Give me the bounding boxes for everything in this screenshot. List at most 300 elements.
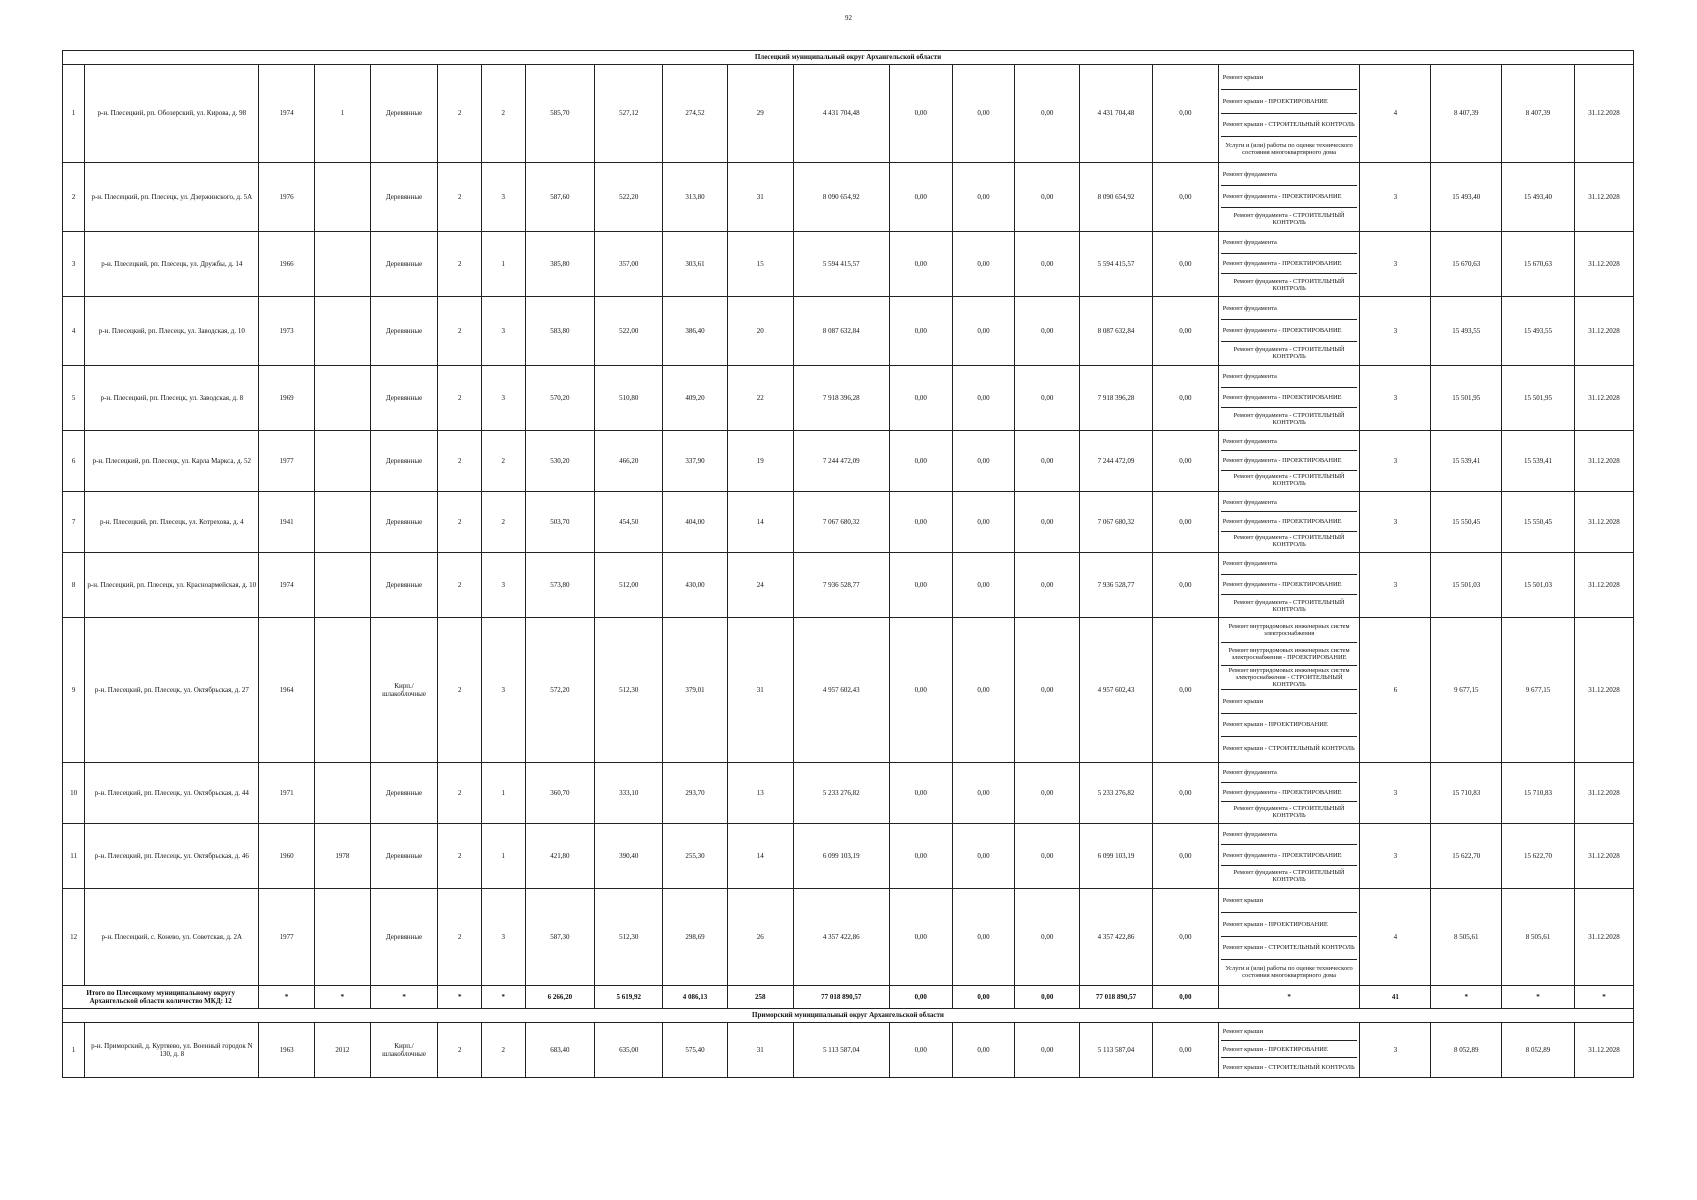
cell-other: 0,00 xyxy=(1152,762,1218,823)
cell-budget-local: 0,00 xyxy=(1015,1022,1080,1077)
cell-address: р-н. Плесецкий, рп. Плесецк, ул. Дзержинского, д. 5А xyxy=(85,163,259,232)
cell-works xyxy=(1218,365,1360,430)
cell-max-cost: 15 710,83 xyxy=(1502,762,1575,823)
cell-floors: 2 xyxy=(438,888,482,985)
cell-area-residential: 274,52 xyxy=(663,65,728,163)
work-item: Ремонт фундамента - ПРОЕКТИРОВАНИЕ xyxy=(1221,320,1358,342)
cell-year-repair: 2012 xyxy=(315,1022,371,1077)
cell-cost-total: 7 244 472,09 xyxy=(793,430,889,491)
cell-budget-local: 0,00 xyxy=(1015,232,1080,297)
cell-unit-cost: 15 710,83 xyxy=(1431,762,1502,823)
cell-area-premises: 527,12 xyxy=(595,65,663,163)
cell-area-premises: 510,80 xyxy=(595,365,663,430)
cell-other: 0,00 xyxy=(1152,491,1218,552)
cell-year-built: 1960 xyxy=(259,823,315,888)
cell-budget-region: 0,00 xyxy=(952,430,1015,491)
repair-schedule-table xyxy=(62,50,1634,1078)
cell-deadline: 31.12.2028 xyxy=(1574,823,1633,888)
cell-cost-total: 6 099 103,19 xyxy=(793,823,889,888)
cell-budget-region: 0,00 xyxy=(952,617,1015,762)
cell-deadline: 31.12.2028 xyxy=(1574,1022,1633,1077)
cell-area-total: 570,20 xyxy=(525,365,595,430)
work-item: Ремонт крыши - СТРОИТЕЛЬНЫЙ КОНТРОЛЬ xyxy=(1222,745,1355,753)
cell-deadline: 31.12.2028 xyxy=(1574,552,1633,617)
cell-deadline: 31.12.2028 xyxy=(1574,617,1633,762)
cell-works xyxy=(1218,491,1360,552)
cell-fund: 0,00 xyxy=(889,888,952,985)
work-item: Ремонт фундамента xyxy=(1221,493,1358,512)
cell-unit-cost: 15 501,03 xyxy=(1431,552,1502,617)
cell-material: Деревянные xyxy=(370,296,438,365)
cell-material: Кирп./ шлакоблочные xyxy=(370,617,438,762)
cell-owners: 4 957 602,43 xyxy=(1080,617,1153,762)
cell-entrances: 3 xyxy=(481,617,525,762)
cell-unit-cost: 15 493,55 xyxy=(1431,296,1502,365)
cell-floors: 2 xyxy=(438,430,482,491)
cell-area-premises: 454,50 xyxy=(595,491,663,552)
cell-floors: 2 xyxy=(438,823,482,888)
cell-budget-local: 0,00 xyxy=(1015,491,1080,552)
work-item: Ремонт фундамента xyxy=(1221,825,1358,846)
cell-other: 0,00 xyxy=(1152,163,1218,232)
cell-budget-region: 0,00 xyxy=(952,232,1015,297)
work-item: Ремонт внутридомовых инженерных систем электроснабжения - ПРОЕКТИРОВАНИЕ xyxy=(1221,643,1358,667)
cell-fund: 0,00 xyxy=(889,296,952,365)
cell-area-residential: 404,00 xyxy=(663,491,728,552)
cell-residents: 14 xyxy=(727,491,793,552)
cell-max-cost: 15 501,95 xyxy=(1502,365,1575,430)
cell-year-built: 1966 xyxy=(259,232,315,297)
work-item: Ремонт крыши xyxy=(1221,1024,1358,1041)
cell-address: р-н. Плесецкий, рп. Плесецк, ул. Октябрьская, д. 46 xyxy=(85,823,259,888)
cell-budget-local: 0,00 xyxy=(1015,296,1080,365)
cell-material: Деревянные xyxy=(370,365,438,430)
table-row xyxy=(63,65,1634,163)
cell-works xyxy=(1218,1022,1360,1077)
cell-fund: 0,00 xyxy=(889,617,952,762)
cell-max-cost: 15 501,03 xyxy=(1502,552,1575,617)
cell-max-cost: 15 550,45 xyxy=(1502,491,1575,552)
work-item: Ремонт крыши xyxy=(1221,890,1358,914)
cell-residents: 15 xyxy=(727,232,793,297)
cell-other: 0,00 xyxy=(1152,232,1218,297)
cell-n: 11 xyxy=(63,823,85,888)
cell-address: р-н. Плесецкий, с. Конево, ул. Советская, д. 2А xyxy=(85,888,259,985)
work-item: Ремонт крыши - ПРОЕКТИРОВАНИЕ xyxy=(1221,90,1358,114)
cell-residents: 31 xyxy=(727,163,793,232)
cell-fund: 0,00 xyxy=(889,762,952,823)
cell-address: р-н. Приморский, д. Куртяево, ул. Военный городок N 130, д. 8 xyxy=(85,1022,259,1077)
work-item: Ремонт фундамента - ПРОЕКТИРОВАНИЕ xyxy=(1221,451,1358,470)
cell-works-count: 3 xyxy=(1360,823,1431,888)
total-cell-c-year-repair: * xyxy=(315,985,371,1008)
cell-entrances: 1 xyxy=(481,232,525,297)
cell-other: 0,00 xyxy=(1152,617,1218,762)
cell-works xyxy=(1218,552,1360,617)
work-item: Ремонт фундамента - СТРОИТЕЛЬНЫЙ КОНТРОЛЬ xyxy=(1233,869,1345,884)
cell-works-count: 4 xyxy=(1360,65,1431,163)
cell-works xyxy=(1218,823,1360,888)
cell-budget-local: 0,00 xyxy=(1015,365,1080,430)
cell-other: 0,00 xyxy=(1152,888,1218,985)
cell-works xyxy=(1218,888,1360,985)
cell-owners: 8 087 632,84 xyxy=(1080,296,1153,365)
cell-works xyxy=(1218,617,1360,762)
cell-max-cost: 15 539,41 xyxy=(1502,430,1575,491)
total-cell-c-entrances: * xyxy=(481,985,525,1008)
cell-budget-local: 0,00 xyxy=(1015,888,1080,985)
cell-fund: 0,00 xyxy=(889,65,952,163)
cell-deadline: 31.12.2028 xyxy=(1574,888,1633,985)
cell-cost-total: 5 113 587,04 xyxy=(793,1022,889,1077)
cell-floors: 2 xyxy=(438,65,482,163)
cell-works-count: 3 xyxy=(1360,296,1431,365)
total-cell-owners: 77 018 890,57 xyxy=(1080,985,1153,1008)
table-row xyxy=(63,163,1634,232)
work-item: Ремонт внутридомовых инженерных систем электроснабжения xyxy=(1221,619,1358,643)
total-cell-c-material: * xyxy=(370,985,438,1008)
cell-area-total: 683,40 xyxy=(525,1022,595,1077)
cell-year-repair xyxy=(315,296,371,365)
total-cell-c-unit: * xyxy=(1431,985,1502,1008)
cell-works-count: 3 xyxy=(1360,163,1431,232)
cell-unit-cost: 9 677,15 xyxy=(1431,617,1502,762)
cell-works xyxy=(1218,163,1360,232)
cell-floors: 2 xyxy=(438,552,482,617)
cell-area-total: 585,70 xyxy=(525,65,595,163)
cell-unit-cost: 8 407,39 xyxy=(1431,65,1502,163)
cell-area-total: 583,80 xyxy=(525,296,595,365)
cell-fund: 0,00 xyxy=(889,163,952,232)
cell-year-repair xyxy=(315,163,371,232)
cell-material: Деревянные xyxy=(370,163,438,232)
work-item: Ремонт крыши xyxy=(1221,690,1358,714)
page-number: 92 xyxy=(845,14,852,22)
cell-budget-region: 0,00 xyxy=(952,823,1015,888)
cell-entrances: 3 xyxy=(481,365,525,430)
cell-floors: 2 xyxy=(438,365,482,430)
work-item: Ремонт фундамента - ПРОЕКТИРОВАНИЕ xyxy=(1221,575,1358,596)
cell-area-total: 503,70 xyxy=(525,491,595,552)
cell-area-premises: 512,30 xyxy=(595,617,663,762)
table-row xyxy=(63,762,1634,823)
cell-area-residential: 313,80 xyxy=(663,163,728,232)
cell-entrances: 2 xyxy=(481,491,525,552)
cell-entrances: 1 xyxy=(481,762,525,823)
cell-area-total: 572,20 xyxy=(525,617,595,762)
cell-material: Деревянные xyxy=(370,823,438,888)
cell-area-residential: 409,20 xyxy=(663,365,728,430)
cell-area-total: 587,30 xyxy=(525,888,595,985)
cell-budget-region: 0,00 xyxy=(952,491,1015,552)
cell-year-repair: 1978 xyxy=(315,823,371,888)
cell-floors: 2 xyxy=(438,232,482,297)
cell-floors: 2 xyxy=(438,491,482,552)
cell-budget-region: 0,00 xyxy=(952,552,1015,617)
work-item: Ремонт фундамента xyxy=(1221,367,1358,388)
cell-area-residential: 255,30 xyxy=(663,823,728,888)
cell-cost-total: 8 090 654,92 xyxy=(793,163,889,232)
total-cell-c-max: * xyxy=(1502,985,1575,1008)
work-item: Ремонт фундамента - ПРОЕКТИРОВАНИЕ xyxy=(1221,254,1358,275)
cell-residents: 24 xyxy=(727,552,793,617)
cell-residents: 19 xyxy=(727,430,793,491)
section-title: Плесецкий муниципальный округ Архангельской области xyxy=(63,51,1634,65)
cell-address: р-н. Плесецкий, рп. Плесецк, ул. Октябрьская, д. 27 xyxy=(85,617,259,762)
section-header-row xyxy=(63,1008,1634,1022)
work-item: Ремонт фундамента - СТРОИТЕЛЬНЫЙ КОНТРОЛЬ xyxy=(1233,211,1345,226)
cell-area-total: 421,80 xyxy=(525,823,595,888)
cell-year-built: 1974 xyxy=(259,552,315,617)
cell-residents: 31 xyxy=(727,1022,793,1077)
cell-n: 12 xyxy=(63,888,85,985)
cell-max-cost: 9 677,15 xyxy=(1502,617,1575,762)
cell-year-built: 1969 xyxy=(259,365,315,430)
cell-residents: 20 xyxy=(727,296,793,365)
cell-area-premises: 635,00 xyxy=(595,1022,663,1077)
cell-material: Деревянные xyxy=(370,65,438,163)
cell-area-premises: 512,30 xyxy=(595,888,663,985)
work-item: Ремонт фундамента xyxy=(1221,164,1358,186)
cell-year-built: 1976 xyxy=(259,163,315,232)
cell-cost-total: 7 936 528,77 xyxy=(793,552,889,617)
cell-area-premises: 357,00 xyxy=(595,232,663,297)
cell-address: р-н. Плесецкий, рп. Плесецк, ул. Заводская, д. 10 xyxy=(85,296,259,365)
cell-address: р-н. Плесецкий, рп. Плесецк, ул. Октябрьская, д. 44 xyxy=(85,762,259,823)
cell-fund: 0,00 xyxy=(889,491,952,552)
cell-deadline: 31.12.2028 xyxy=(1574,65,1633,163)
cell-area-residential: 379,01 xyxy=(663,617,728,762)
cell-entrances: 3 xyxy=(481,552,525,617)
cell-owners: 7 067 680,32 xyxy=(1080,491,1153,552)
cell-entrances: 2 xyxy=(481,430,525,491)
work-item: Ремонт фундамента - СТРОИТЕЛЬНЫЙ КОНТРОЛЬ xyxy=(1233,805,1345,820)
cell-material: Деревянные xyxy=(370,430,438,491)
cell-year-built: 1977 xyxy=(259,888,315,985)
cell-budget-region: 0,00 xyxy=(952,762,1015,823)
cell-area-residential: 303,61 xyxy=(663,232,728,297)
cell-works-count: 3 xyxy=(1360,365,1431,430)
cell-entrances: 3 xyxy=(481,163,525,232)
total-cell-cost-total: 77 018 890,57 xyxy=(793,985,889,1008)
cell-works-count: 4 xyxy=(1360,888,1431,985)
cell-entrances: 2 xyxy=(481,65,525,163)
cell-entrances: 1 xyxy=(481,823,525,888)
cell-n: 5 xyxy=(63,365,85,430)
cell-area-total: 573,80 xyxy=(525,552,595,617)
cell-area-residential: 293,70 xyxy=(663,762,728,823)
cell-max-cost: 8 505,61 xyxy=(1502,888,1575,985)
cell-year-built: 1977 xyxy=(259,430,315,491)
cell-area-premises: 522,20 xyxy=(595,163,663,232)
cell-n: 2 xyxy=(63,163,85,232)
cell-year-repair xyxy=(315,617,371,762)
cell-cost-total: 7 067 680,32 xyxy=(793,491,889,552)
cell-owners: 8 090 654,92 xyxy=(1080,163,1153,232)
total-cell-residents: 258 xyxy=(727,985,793,1008)
cell-budget-local: 0,00 xyxy=(1015,430,1080,491)
cell-residents: 26 xyxy=(727,888,793,985)
cell-budget-region: 0,00 xyxy=(952,1022,1015,1077)
cell-works-count: 3 xyxy=(1360,430,1431,491)
cell-unit-cost: 15 622,70 xyxy=(1431,823,1502,888)
cell-budget-region: 0,00 xyxy=(952,296,1015,365)
total-cell-works-count: 41 xyxy=(1360,985,1431,1008)
total-label: Итого по Плесецкому муниципальному округу Архангельской области количество МКД: 12 xyxy=(63,985,259,1008)
cell-material: Деревянные xyxy=(370,888,438,985)
cell-max-cost: 15 493,40 xyxy=(1502,163,1575,232)
work-item: Ремонт фундамента xyxy=(1221,298,1358,320)
cell-year-repair xyxy=(315,888,371,985)
cell-cost-total: 5 594 415,57 xyxy=(793,232,889,297)
work-item: Услуги и (или) работы по оценке технического состояния многоквартирного дома xyxy=(1225,964,1353,980)
cell-address: р-н. Плесецкий, рп. Плесецк, ул. Котрехова, д. 4 xyxy=(85,491,259,552)
cell-works xyxy=(1218,65,1360,163)
total-cell-area-total: 6 266,20 xyxy=(525,985,595,1008)
work-item: Ремонт фундамента - СТРОИТЕЛЬНЫЙ КОНТРОЛЬ xyxy=(1233,411,1345,426)
cell-owners: 6 099 103,19 xyxy=(1080,823,1153,888)
cell-fund: 0,00 xyxy=(889,552,952,617)
cell-area-residential: 337,90 xyxy=(663,430,728,491)
cell-budget-local: 0,00 xyxy=(1015,65,1080,163)
cell-residents: 13 xyxy=(727,762,793,823)
work-item: Ремонт фундамента xyxy=(1221,432,1358,451)
cell-cost-total: 8 087 632,84 xyxy=(793,296,889,365)
cell-deadline: 31.12.2028 xyxy=(1574,430,1633,491)
cell-other: 0,00 xyxy=(1152,296,1218,365)
cell-max-cost: 15 622,70 xyxy=(1502,823,1575,888)
cell-fund: 0,00 xyxy=(889,823,952,888)
cell-owners: 5 113 587,04 xyxy=(1080,1022,1153,1077)
cell-area-total: 587,60 xyxy=(525,163,595,232)
cell-year-repair xyxy=(315,491,371,552)
total-cell-c-deadline: * xyxy=(1574,985,1633,1008)
cell-address: р-н. Плесецкий, рп. Обозерский, ул. Кирова, д. 98 xyxy=(85,65,259,163)
cell-unit-cost: 15 493,40 xyxy=(1431,163,1502,232)
cell-year-repair xyxy=(315,552,371,617)
work-item: Ремонт крыши - СТРОИТЕЛЬНЫЙ КОНТРОЛЬ xyxy=(1221,114,1358,138)
cell-cost-total: 4 957 602,43 xyxy=(793,617,889,762)
cell-works xyxy=(1218,430,1360,491)
cell-material: Кирп./ шлакоблочные xyxy=(370,1022,438,1077)
cell-deadline: 31.12.2028 xyxy=(1574,365,1633,430)
cell-budget-region: 0,00 xyxy=(952,65,1015,163)
cell-entrances: 2 xyxy=(481,1022,525,1077)
cell-year-built: 1963 xyxy=(259,1022,315,1077)
cell-works xyxy=(1218,762,1360,823)
cell-fund: 0,00 xyxy=(889,365,952,430)
work-item: Ремонт фундамента - ПРОЕКТИРОВАНИЕ xyxy=(1221,186,1358,208)
cell-entrances: 3 xyxy=(481,888,525,985)
cell-max-cost: 15 670,63 xyxy=(1502,232,1575,297)
cell-year-repair xyxy=(315,430,371,491)
table-row xyxy=(63,888,1634,985)
work-item: Ремонт фундамента xyxy=(1221,554,1358,575)
cell-owners: 4 431 704,48 xyxy=(1080,65,1153,163)
total-cell-area-premises: 5 619,92 xyxy=(595,985,663,1008)
cell-material: Деревянные xyxy=(370,232,438,297)
work-item: Ремонт фундамента - СТРОИТЕЛЬНЫЙ КОНТРОЛЬ xyxy=(1233,598,1345,613)
total-cell-budget-region: 0,00 xyxy=(952,985,1015,1008)
total-cell-c-works: * xyxy=(1218,985,1360,1008)
cell-cost-total: 4 431 704,48 xyxy=(793,65,889,163)
cell-fund: 0,00 xyxy=(889,430,952,491)
cell-deadline: 31.12.2028 xyxy=(1574,232,1633,297)
cell-unit-cost: 15 501,95 xyxy=(1431,365,1502,430)
table-row xyxy=(63,823,1634,888)
cell-works-count: 6 xyxy=(1360,617,1431,762)
cell-cost-total: 5 233 276,82 xyxy=(793,762,889,823)
work-item: Ремонт фундамента - ПРОЕКТИРОВАНИЕ xyxy=(1221,512,1358,531)
work-item: Ремонт внутридомовых инженерных систем электроснабжения - СТРОИТЕЛЬНЫЙ КОНТРОЛЬ xyxy=(1221,666,1358,690)
cell-deadline: 31.12.2028 xyxy=(1574,491,1633,552)
cell-address: р-н. Плесецкий, рп. Плесецк, ул. Дружбы, д. 14 xyxy=(85,232,259,297)
total-cell-other: 0,00 xyxy=(1152,985,1218,1008)
cell-n: 1 xyxy=(63,65,85,163)
total-cell-fund: 0,00 xyxy=(889,985,952,1008)
cell-other: 0,00 xyxy=(1152,365,1218,430)
cell-area-total: 530,20 xyxy=(525,430,595,491)
cell-n: 8 xyxy=(63,552,85,617)
cell-address: р-н. Плесецкий, рп. Плесецк, ул. Заводская, д. 8 xyxy=(85,365,259,430)
cell-works xyxy=(1218,232,1360,297)
cell-area-residential: 298,69 xyxy=(663,888,728,985)
cell-unit-cost: 15 539,41 xyxy=(1431,430,1502,491)
cell-other: 0,00 xyxy=(1152,823,1218,888)
table-row xyxy=(63,1022,1634,1077)
work-item: Ремонт фундамента - ПРОЕКТИРОВАНИЕ xyxy=(1221,388,1358,409)
work-item: Ремонт фундамента - СТРОИТЕЛЬНЫЙ КОНТРОЛЬ xyxy=(1233,277,1345,292)
total-cell-budget-local: 0,00 xyxy=(1015,985,1080,1008)
cell-floors: 2 xyxy=(438,296,482,365)
cell-area-premises: 522,00 xyxy=(595,296,663,365)
cell-year-repair xyxy=(315,762,371,823)
total-cell-c-floors: * xyxy=(438,985,482,1008)
work-item: Ремонт фундамента - СТРОИТЕЛЬНЫЙ КОНТРОЛЬ xyxy=(1233,473,1345,488)
cell-owners: 7 244 472,09 xyxy=(1080,430,1153,491)
cell-year-built: 1973 xyxy=(259,296,315,365)
cell-area-total: 385,80 xyxy=(525,232,595,297)
work-item: Ремонт фундамента xyxy=(1221,233,1358,254)
cell-n: 7 xyxy=(63,491,85,552)
table-row xyxy=(63,365,1634,430)
cell-budget-local: 0,00 xyxy=(1015,762,1080,823)
cell-area-premises: 466,20 xyxy=(595,430,663,491)
work-item: Ремонт крыши xyxy=(1221,66,1358,90)
work-item: Ремонт крыши - ПРОЕКТИРОВАНИЕ xyxy=(1221,913,1358,937)
cell-residents: 31 xyxy=(727,617,793,762)
cell-year-built: 1971 xyxy=(259,762,315,823)
cell-year-repair: 1 xyxy=(315,65,371,163)
cell-residents: 22 xyxy=(727,365,793,430)
work-item: Ремонт фундамента - СТРОИТЕЛЬНЫЙ КОНТРОЛЬ xyxy=(1233,534,1345,549)
cell-deadline: 31.12.2028 xyxy=(1574,163,1633,232)
table-row xyxy=(63,232,1634,297)
cell-floors: 2 xyxy=(438,1022,482,1077)
cell-other: 0,00 xyxy=(1152,65,1218,163)
cell-cost-total: 7 918 396,28 xyxy=(793,365,889,430)
cell-other: 0,00 xyxy=(1152,1022,1218,1077)
work-item: Ремонт крыши - ПРОЕКТИРОВАНИЕ xyxy=(1221,714,1358,738)
cell-n: 4 xyxy=(63,296,85,365)
cell-fund: 0,00 xyxy=(889,1022,952,1077)
cell-year-built: 1974 xyxy=(259,65,315,163)
cell-area-residential: 386,40 xyxy=(663,296,728,365)
cell-unit-cost: 15 550,45 xyxy=(1431,491,1502,552)
cell-residents: 14 xyxy=(727,823,793,888)
cell-year-repair xyxy=(315,232,371,297)
cell-year-repair xyxy=(315,365,371,430)
